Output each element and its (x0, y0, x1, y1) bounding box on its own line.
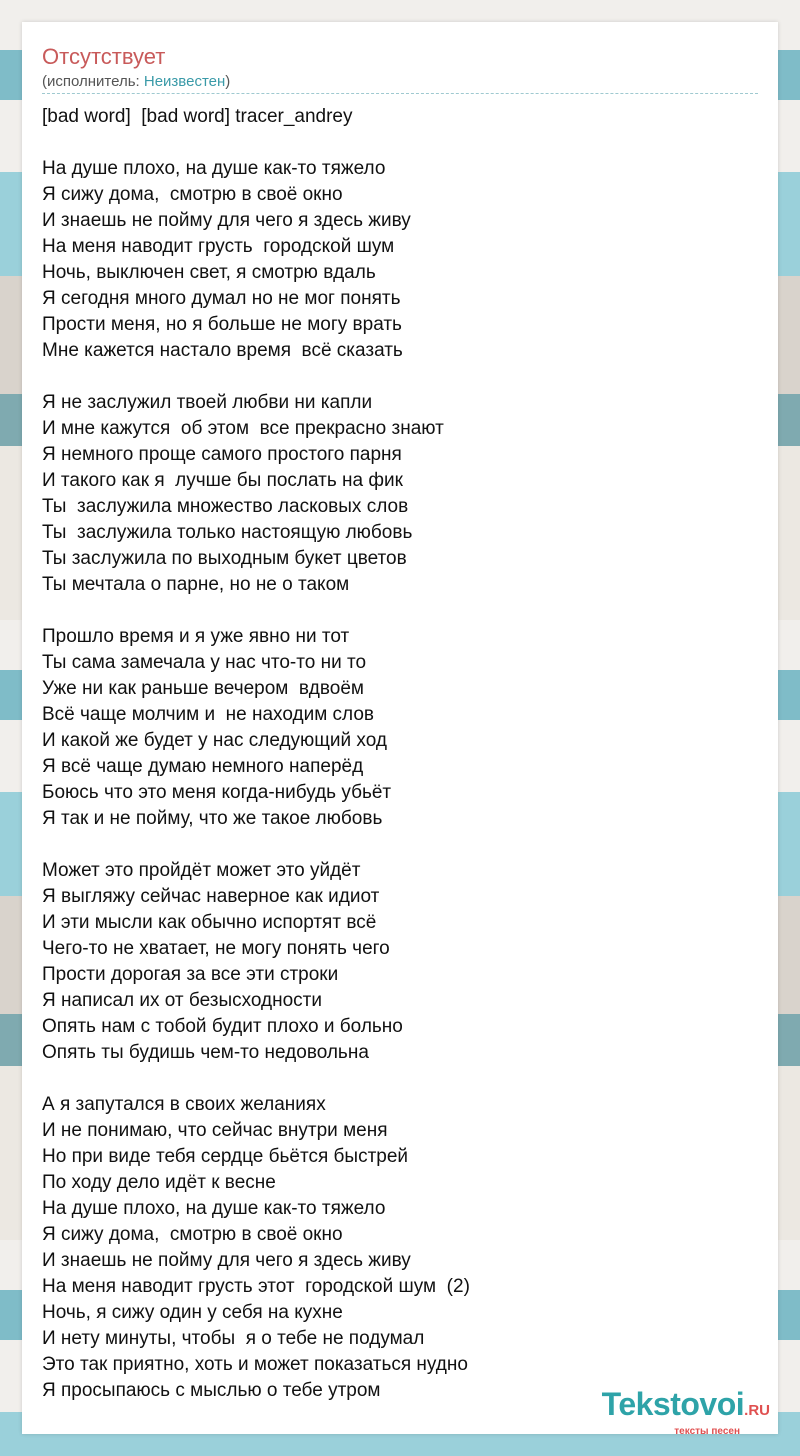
logo-tagline: тексты песен (674, 1426, 740, 1437)
stanza-gap (42, 1066, 758, 1092)
lyric-line: А я запутался в своих желаниях (42, 1094, 326, 1115)
lyric-line: Я просыпаюсь с мыслью о тебе утром (42, 1380, 381, 1401)
lyric-line: И какой же будет у нас следующий ход (42, 730, 387, 751)
performer-suffix: ) (225, 73, 231, 90)
stanza-gap (42, 130, 758, 156)
stanza-gap (42, 598, 758, 624)
stanza-gap (42, 832, 758, 858)
lyric-line: Я выгляжу сейчас наверное как идиот (42, 886, 380, 907)
lyric-line: На душе плохо, на душе как-то тяжело (42, 1198, 386, 1219)
lyric-line: Я сижу дома, смотрю в своё окно (42, 1224, 343, 1245)
stanza-gap (42, 364, 758, 390)
lyric-line: Чего-то не хватает, не могу понять чего (42, 938, 390, 959)
lyric-line: И эти мысли как обычно испортят всё (42, 912, 377, 933)
lyrics-card (22, 22, 778, 1437)
lyric-line: Я сижу дома, смотрю в своё окно (42, 184, 343, 205)
lyric-line: Я не заслужил твоей любви ни капли (42, 392, 373, 413)
lyric-line: На меня наводит грусть городской шум (42, 236, 395, 257)
lyric-line: И мне кажутся об этом все прекрасно знают (42, 418, 444, 439)
lyric-line: На душе плохо, на душе как-то тяжело (42, 158, 386, 179)
lyric-line: Ночь, выключен свет, я смотрю вдаль (42, 262, 376, 283)
lyric-line: Я так и не пойму, что же такое любовь (42, 808, 383, 829)
lyric-line: Ты заслужила по выходным букет цветов (42, 548, 407, 569)
lyric-line: Ты заслужила только настоящую любовь (42, 522, 413, 543)
lyric-line: Ты заслужила множество ласковых слов (42, 496, 409, 517)
title-divider (42, 93, 758, 94)
lyric-line: И знаешь не пойму для чего я здесь живу (42, 210, 411, 231)
lyric-line: Прости меня, но я больше не могу врать (42, 314, 402, 335)
lyric-line: Ты сама замечала у нас что-то ни то (42, 652, 367, 673)
lyric-line: Опять ты будишь чем-то недовольна (42, 1042, 369, 1063)
logo-tld: .RU (744, 1402, 770, 1419)
lyric-line: Я написал их от безысходности (42, 990, 322, 1011)
song-title: Отсутствует (42, 44, 166, 69)
lyric-line: Ночь, я сижу один у себя на кухне (42, 1302, 343, 1323)
lyric-line: Ты мечтала о парне, но не о таком (42, 574, 350, 595)
lyric-line: Уже ни как раньше вечером вдвоём (42, 678, 364, 699)
lyrics-intro: [bad word] [bad word] tracer_andrey (42, 106, 353, 127)
lyric-line: И не понимаю, что сейчас внутри меня (42, 1120, 388, 1141)
lyric-line: Но при виде тебя сердце бьётся быстрей (42, 1146, 409, 1167)
lyric-line: И знаешь не пойму для чего я здесь живу (42, 1250, 411, 1271)
lyric-line: И нету минуты, чтобы я о тебе не подумал (42, 1328, 425, 1349)
performer-prefix: (исполнитель: (42, 73, 144, 90)
lyric-line: Всё чаще молчим и не находим слов (42, 704, 374, 725)
performer-line (42, 73, 230, 91)
lyrics-text (42, 104, 758, 1404)
performer-link[interactable]: Неизвестен (143, 73, 226, 90)
lyric-line: Я немного проще самого простого парня (42, 444, 402, 465)
lyric-line: Я всё чаще думаю немного наперёд (42, 756, 364, 777)
lyric-line: Мне кажется настало время всё сказать (42, 340, 403, 361)
lyric-line: Может это пройдёт может это уйдёт (42, 860, 361, 881)
lyric-line: Это так приятно, хоть и может показаться нудно (42, 1354, 468, 1375)
lyric-line: Опять нам с тобой будит плохо и больно (42, 1016, 403, 1037)
lyric-line: Прости дорогая за все эти строки (42, 964, 339, 985)
logo-wordmark (560, 1388, 770, 1427)
lyric-line: На меня наводит грусть этот городской шум (2) (42, 1276, 470, 1297)
lyric-line: По ходу дело идёт к весне (42, 1172, 276, 1193)
lyric-line: Прошло время и я уже явно ни тот (42, 626, 350, 647)
site-logo[interactable] (560, 1386, 770, 1437)
lyric-line: И такого как я лучше бы послать на фик (42, 470, 403, 491)
lyric-line: Я сегодня много думал но не мог понять (42, 288, 401, 309)
lyric-line: Боюсь что это меня когда-нибудь убьёт (42, 782, 392, 803)
logo-name: Tekstovoi (601, 1386, 745, 1422)
